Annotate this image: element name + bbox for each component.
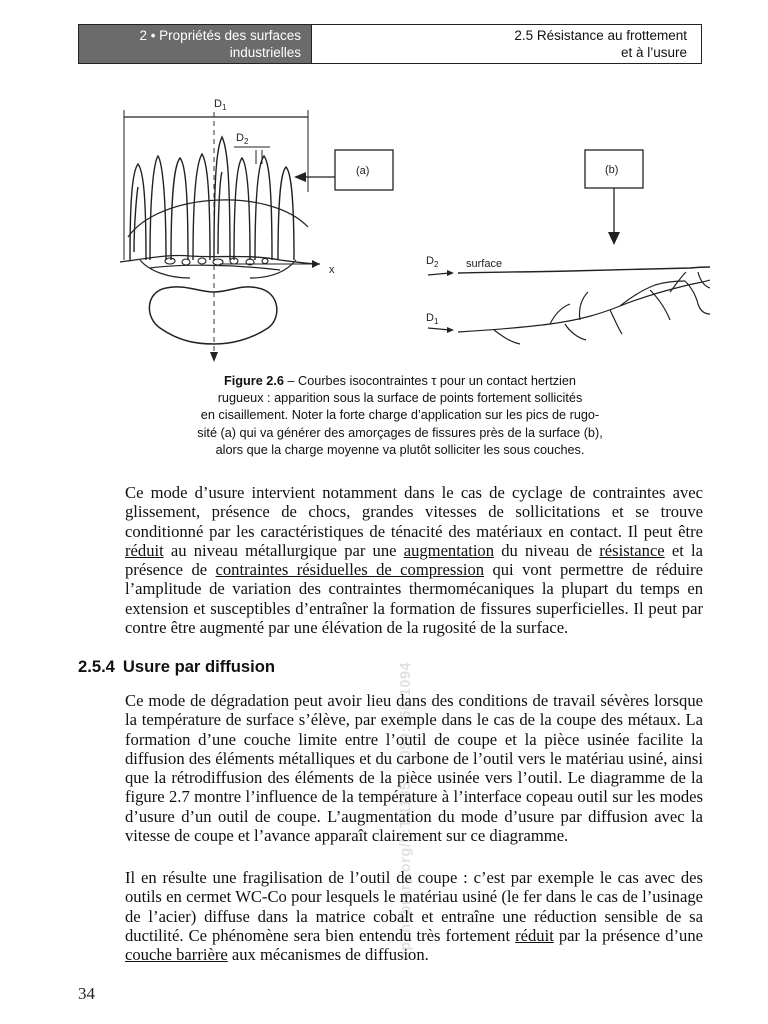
text-run: et la présence de: [125, 540, 703, 580]
text-run: aux mécanismes de diffusion.: [227, 945, 429, 965]
d1-pointer-head: [447, 327, 454, 333]
text-run: qui vont permettre de réduire l’amplitude de variation des contraintes thermomécaniques la plupart du temps en extension et susceptibles d’entraîner la formation de fissures superficielles. Il peut par contre être augmenté par une élévation de la rugosité de la surface.: [125, 560, 704, 638]
asperity-stress-loops: [130, 137, 294, 260]
text-run: Il en résulte une fragilisation de l’outil de coupe : c’est par exemple le cas avec des outils en cermet WC-Co pour lesquels le matériau usiné (le fer dans le cas de l’usinage de l’acier) diffuse dans la matrice cobalt et entraîne une réduction sensible de sa ductilité. Ce phénomène sera bien entendu très fortement: [125, 868, 703, 945]
text-run: du niveau de: [494, 540, 600, 560]
section-title-line-2: et à l’usure: [620, 45, 687, 60]
watermark-text: openlibrary.org/b:T:1185?:1059:158:1094: [398, 661, 414, 960]
section-title: [311, 25, 701, 63]
chapter-title-line-1: 2 • Propriétés des surfaces: [139, 28, 301, 43]
subsurface-line: [150, 265, 280, 270]
symmetry-axis-arrowhead: [210, 352, 218, 362]
d2-pointer: [428, 273, 450, 275]
paragraph-diffusion-intro: Ce mode de dégradation peut avoir lieu dans des conditions de travail sévères lorsque la température de surface s’élève, par exemple dans le cas de la coupe des métaux. La formation d’une couche limite entre l’outil de coupe et la pièce usinée facilite la diffusion des éléments métalliques et du carbone de l’outil vers le matériau usiné, ainsi que la rétrodiffusion des éléments de la pièce usinée vers l’outil. Le diagramme de la figure 2.7 montre l’influence de la température à l’interface copeau outil sur les modes d’usure d’un outil de coupe. L’augmentation du mode d’usure par diffusion avec la vitesse de coupe et l’avance apparaît clairement sur ce diagramme.: [125, 691, 703, 846]
section-number: 2.5.4: [78, 657, 115, 676]
box-b-label: (b): [605, 164, 619, 176]
caption-line-4: sité (a) qui va générer des amorçages de fissures près de la surface (b),: [197, 425, 603, 440]
underlined-term: résistance: [599, 540, 665, 560]
page-number: 34: [78, 984, 95, 1003]
caption-line-2: rugueux : apparition sous la surface de points fortement sollicités: [217, 391, 583, 406]
box-a-label: (a): [356, 165, 370, 177]
crack-diagram: [426, 150, 710, 344]
surface-label: surface: [466, 258, 503, 270]
chapter-title-line-2: industrielles: [229, 45, 301, 60]
underlined-term: contraintes résiduelles de compression: [215, 560, 485, 580]
underlined-term: couche barrière: [125, 945, 228, 965]
text-run: par la présence d’une: [553, 925, 704, 945]
section-title: Usure par diffusion: [122, 657, 276, 676]
x-axis-label: x: [329, 264, 335, 276]
section-heading: [78, 657, 275, 677]
d1-right-label: $D_1$: [426, 312, 439, 326]
d2-label: $D_2$: [236, 132, 249, 146]
text-run: Ce mode d’usure intervient notamment dans le cas de cyclage de contraintes avec glissement, présence de chocs, grandes vitesses de sollicitations et se trouve conditionné par les caractéristiques de ténacité des matériaux en contact. Il peut être: [125, 483, 703, 541]
chapter-title: [79, 25, 311, 63]
underlined-term: réduit: [125, 540, 164, 560]
d1-label: $D_1$: [214, 98, 227, 112]
arrow-b-head: [608, 232, 620, 245]
crack-network: [458, 272, 710, 344]
section-title-line-1: 2.5 Résistance au frottement: [514, 28, 687, 43]
running-header: [78, 24, 702, 64]
text-run: au niveau métallurgique par une: [163, 540, 404, 560]
figure-2-6: [110, 92, 710, 372]
caption-line-1-text: – Courbes isocontraintes τ pour un contact hertzien: [283, 374, 576, 388]
figure-illustration: [110, 92, 710, 372]
underlined-term: réduit: [515, 925, 554, 945]
watermark: [398, 360, 416, 960]
d2-right-label: $D_2$: [426, 255, 439, 269]
d2-pointer-head: [447, 270, 454, 276]
x-axis-arrowhead: [312, 260, 320, 268]
underlined-term: augmentation: [403, 540, 495, 560]
d1-pointer: [428, 328, 450, 330]
caption-line-5: alors que la charge moyenne va plutôt solliciter les sous couches.: [215, 442, 585, 457]
subsurface-stress-bulb: [149, 287, 276, 344]
isostress-diagram: [120, 98, 393, 362]
caption-line-3: en cisaillement. Noter la forte charge d’application sur les pics de rugo-: [200, 408, 600, 423]
arrow-a-head: [294, 172, 306, 182]
figure-label: Figure 2.6: [224, 374, 284, 388]
